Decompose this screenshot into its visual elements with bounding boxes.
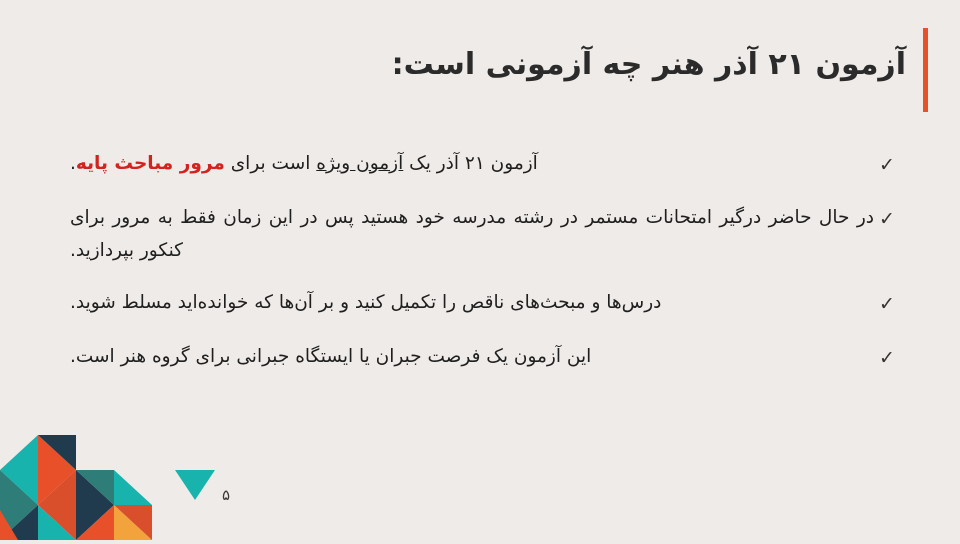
check-icon: ✓: [879, 347, 895, 370]
bullet-list: [70, 148, 900, 396]
triangle-mosaic-decoration: [0, 410, 260, 540]
triangle-play-icon: [175, 470, 215, 500]
bullet-text-3: درس‌ها و مبحث‌های ناقص را تکمیل کنید و بر آن‌ها که خوانده‌اید مسلط شوید.: [70, 292, 662, 313]
bullet-1-part-3: است برای: [224, 153, 317, 174]
page-title: آزمون ۲۱ آذر هنر چه آزمونی است:: [391, 46, 906, 82]
bullet-1-part-4: مرور مباحث پایه: [75, 153, 225, 174]
check-icon: ✓: [879, 208, 895, 231]
check-icon: ✓: [879, 154, 895, 176]
bullet-text-4: این آزمون یک فرصت جبران یا ایستگاه جبرانی برای گروه هنر است.: [70, 346, 592, 368]
title-accent-bar: [923, 28, 928, 112]
list-item: [70, 341, 900, 375]
bullet-1-part-1: آزمون ۲۱ آذر یک: [403, 153, 538, 174]
bullet-1-part-2: آزمون ویژه: [316, 153, 404, 174]
check-icon: ✓: [879, 293, 895, 315]
list-item: [70, 287, 900, 321]
list-item: [70, 202, 900, 267]
bullet-text-2: در حال حاضر درگیر امتحانات مستمر در رشته مدرسه خود هستید پس در این زمان فقط به مرور برای کنکور بپردازید.: [70, 207, 874, 261]
page-number: ۵: [222, 486, 231, 504]
bullet-text-1: [70, 148, 874, 180]
slide-title-area: [200, 18, 928, 110]
triangle-mosaic-svg: [0, 410, 260, 540]
bullet-1-part-5: .: [70, 153, 76, 174]
list-item: [70, 148, 900, 182]
